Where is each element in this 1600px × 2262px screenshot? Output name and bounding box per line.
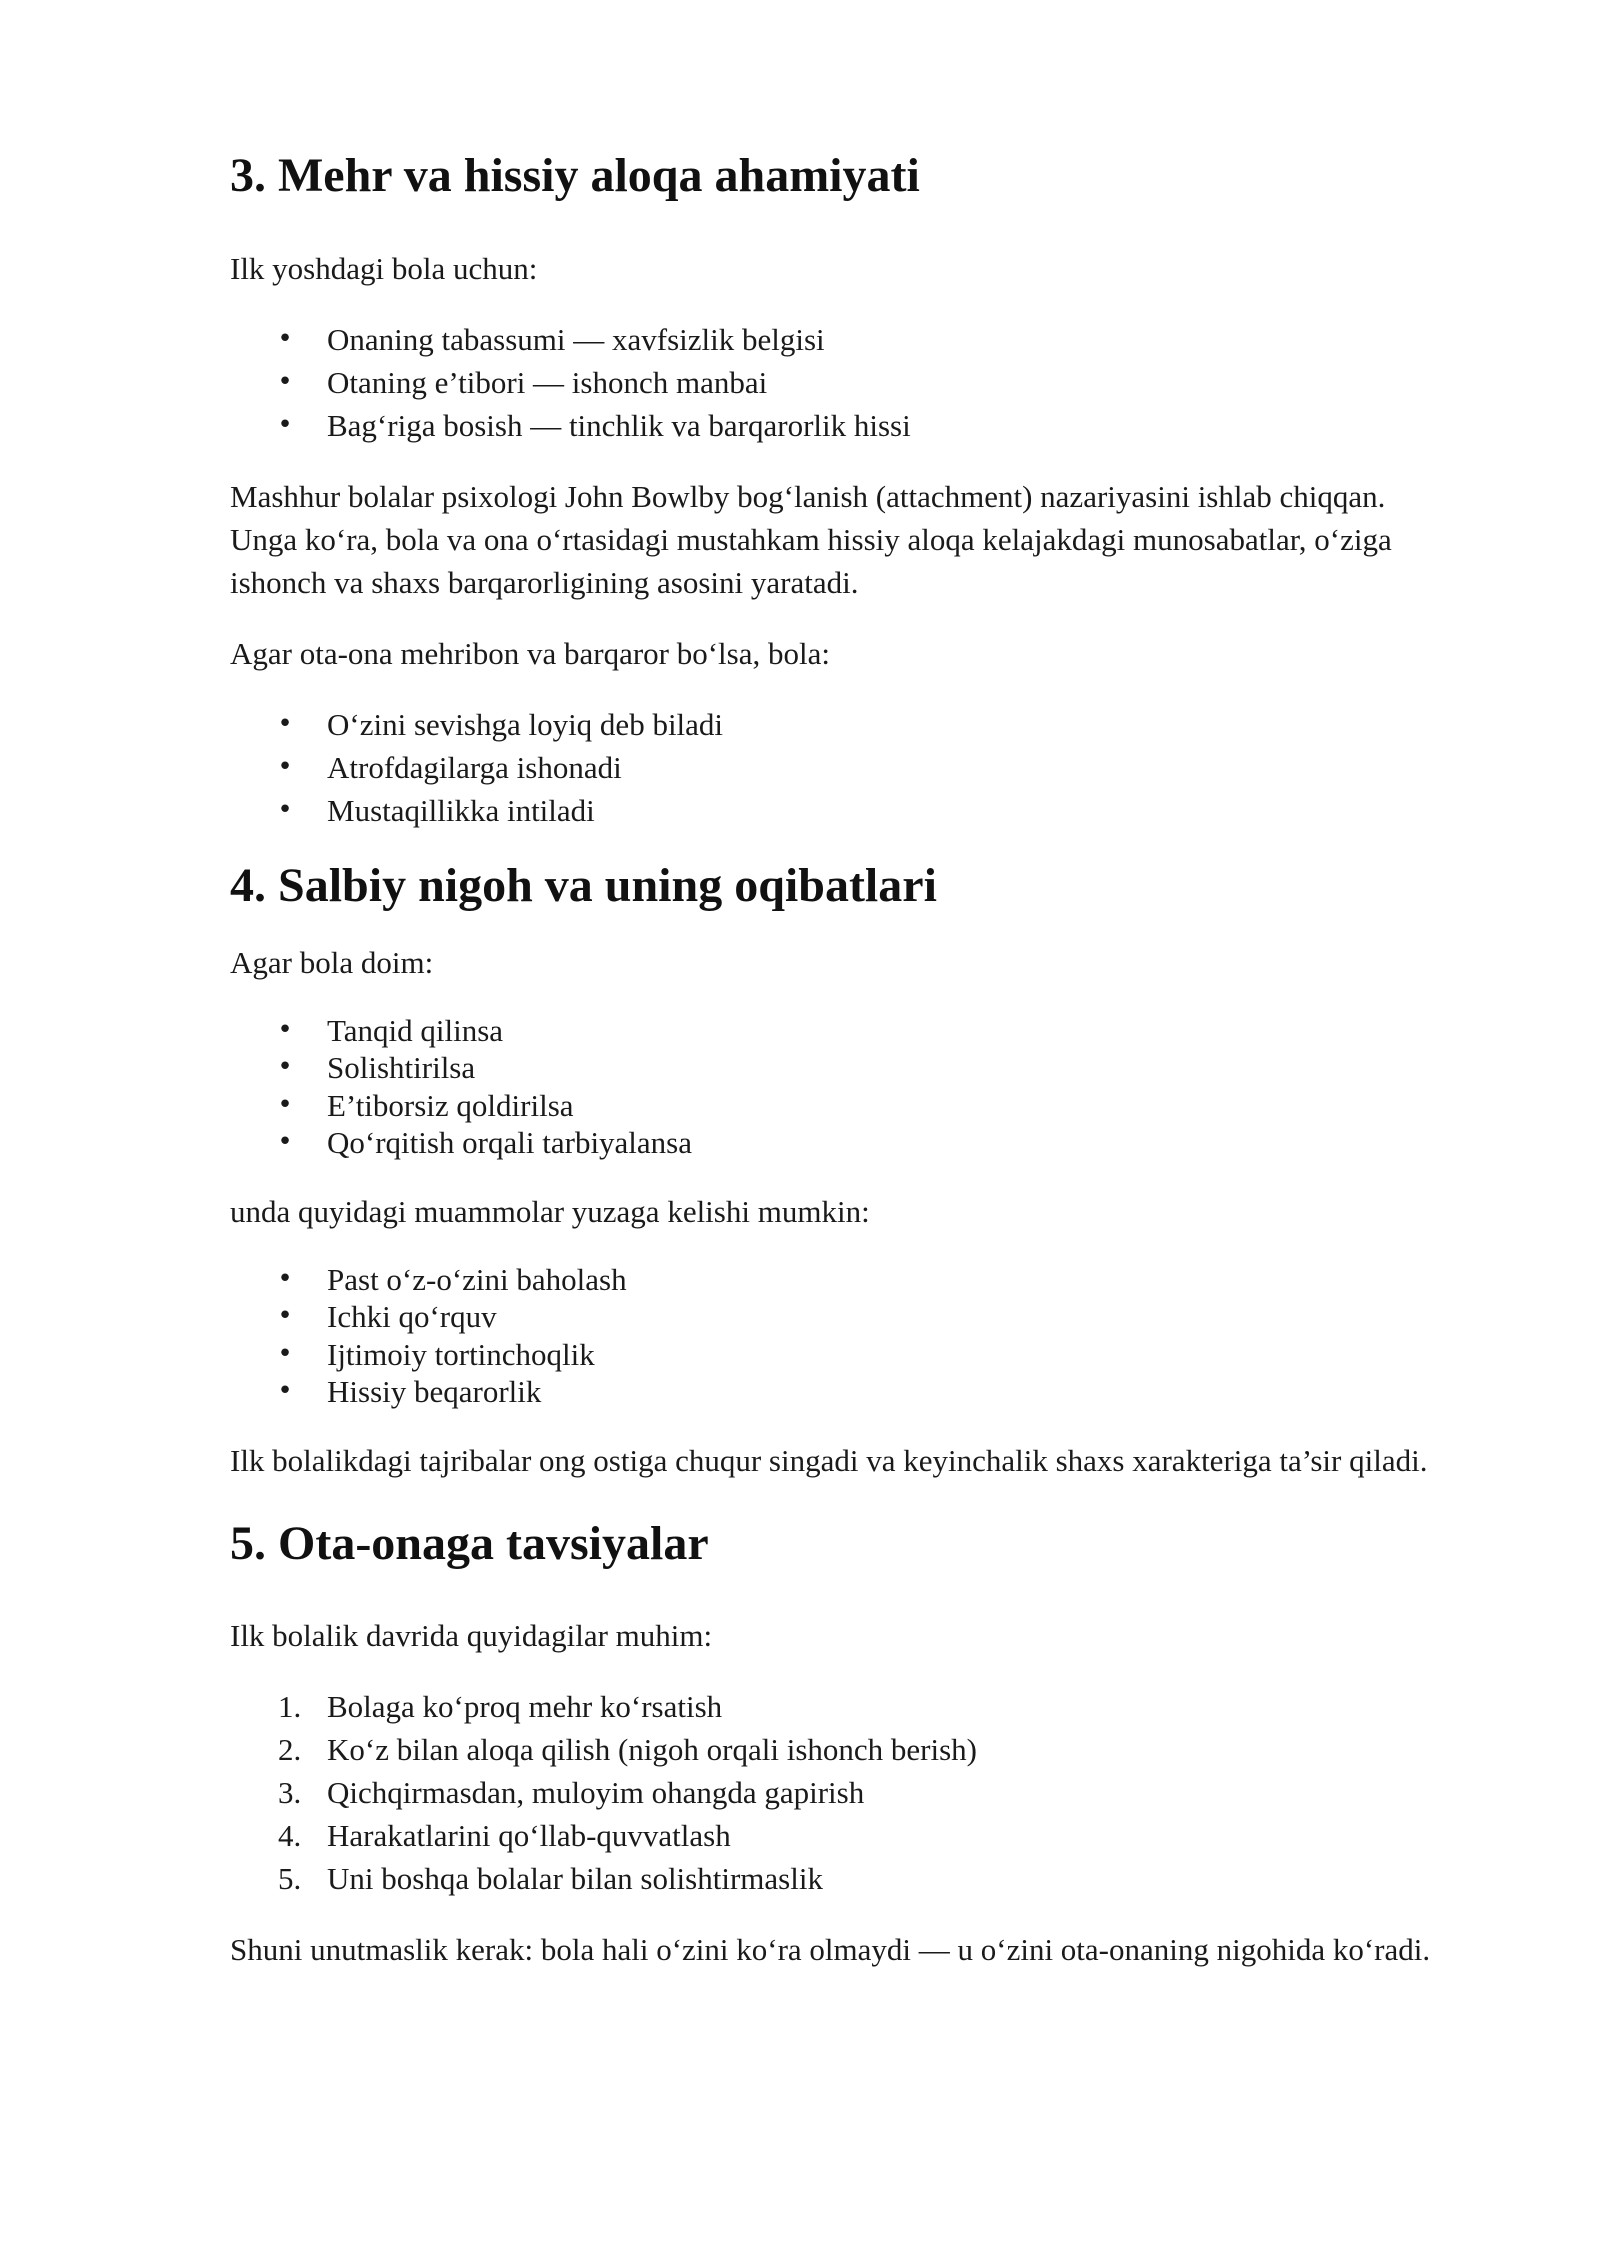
- list-item: [230, 1857, 1490, 1900]
- list-item: [230, 1124, 1490, 1162]
- bullet-marker: •: [277, 1338, 293, 1369]
- list-item-text: E’tiborsiz qoldirilsa: [327, 1087, 574, 1123]
- list-item: [230, 1336, 1490, 1374]
- section-4-conclusion: Ilk bolalikdagi tajribalar ong ostiga chuqur singadi va keyinchalik shaxs xarakteriga ta’sir qiladi.: [230, 1442, 1428, 1478]
- paragraph-line: Unga ko‘ra, bola va ona o‘rtasidagi mustahkam hissiy aloqa kelajakdagi munosabatlar, o‘ziga: [230, 521, 1392, 557]
- list-item-text: Bolaga ko‘proq mehr ko‘rsatish: [327, 1689, 723, 1725]
- list-item-text: Otaning e’tibori — ishonch manbai: [327, 364, 768, 400]
- section-4-heading: 4. Salbiy nigoh va uning oqibatlari: [230, 858, 937, 912]
- section-4-problems-intro: unda quyidagi muammolar yuzaga kelishi mumkin:: [230, 1193, 870, 1229]
- number-marker: 2.: [278, 1732, 302, 1768]
- list-item-text: Atrofdagilarga ishonadi: [327, 749, 622, 785]
- section-4-intro: Agar bola doim:: [230, 944, 434, 980]
- list-item: [230, 703, 1490, 746]
- bullet-marker: •: [277, 794, 293, 825]
- section-3-bullet-list: [230, 318, 1490, 447]
- list-item-text: Qichqirmasdan, muloyim ohangda gapirish: [327, 1775, 865, 1811]
- list-item: [230, 1814, 1490, 1857]
- list-item: [230, 1771, 1490, 1814]
- list-item-text: Ko‘z bilan aloqa qilish (nigoh orqali ishonch berish): [327, 1732, 978, 1768]
- list-item-text: O‘zini sevishga loyiq deb biladi: [327, 706, 724, 742]
- section-3-intro: Ilk yoshdagi bola uchun:: [230, 250, 538, 286]
- section-4-problem-list: [230, 1261, 1490, 1411]
- list-item: [230, 789, 1490, 832]
- section-3-condition: Agar ota-ona mehribon va barqaror bo‘lsa, bola:: [230, 635, 830, 671]
- section-5-recommendation-list: [230, 1685, 1490, 1900]
- paragraph-line: Mashhur bolalar psixologi John Bowlby bog‘lanish (attachment) nazariyasini ishlab chiqqan.: [230, 478, 1386, 514]
- bullet-marker: •: [277, 1301, 293, 1332]
- document-page: [230, 150, 1490, 1971]
- list-item: [230, 746, 1490, 789]
- list-item: [230, 1087, 1490, 1125]
- list-item-text: Mustaqillikka intiladi: [327, 792, 595, 828]
- list-item: [230, 361, 1490, 404]
- list-item-text: Past o‘z-o‘zini baholash: [327, 1261, 627, 1297]
- bullet-marker: •: [277, 1052, 293, 1083]
- paragraph-line: ishonch va shaxs barqarorligining asosini yaratadi.: [230, 564, 859, 600]
- bullet-marker: •: [277, 1376, 293, 1407]
- section-4: [230, 860, 1490, 1482]
- list-item-text: Uni boshqa bolalar bilan solishtirmaslik: [327, 1861, 823, 1897]
- bullet-marker: •: [277, 708, 293, 739]
- section-5-intro: Ilk bolalik davrida quyidagilar muhim:: [230, 1618, 713, 1654]
- list-item-text: Ijtimoiy tortinchoqlik: [327, 1336, 595, 1372]
- list-item-text: Hissiy beqarorlik: [327, 1374, 542, 1410]
- section-3: [230, 150, 1490, 832]
- list-item-text: Onaning tabassumi — xavfsizlik belgisi: [327, 321, 825, 357]
- number-marker: 1.: [278, 1689, 302, 1725]
- section-3-paragraph: [230, 475, 1490, 604]
- bullet-marker: •: [277, 1127, 293, 1158]
- bullet-marker: •: [277, 323, 293, 354]
- list-item: [230, 1373, 1490, 1411]
- bullet-marker: •: [277, 366, 293, 397]
- list-item: [230, 1049, 1490, 1087]
- section-3-outcome-list: [230, 703, 1490, 832]
- section-5-heading: 5. Ota-onaga tavsiyalar: [230, 1516, 709, 1570]
- section-3-heading: 3. Mehr va hissiy aloqa ahamiyati: [230, 149, 920, 202]
- list-item: [230, 318, 1490, 361]
- number-marker: 4.: [278, 1818, 302, 1854]
- bullet-marker: •: [277, 1014, 293, 1045]
- list-item: [230, 1261, 1490, 1299]
- bullet-marker: •: [277, 409, 293, 440]
- list-item: [230, 1685, 1490, 1728]
- section-5: [230, 1518, 1490, 1972]
- list-item-text: Solishtirilsa: [327, 1050, 476, 1086]
- list-item: [230, 1298, 1490, 1336]
- section-4-condition-list: [230, 1012, 1490, 1162]
- list-item: [230, 1012, 1490, 1050]
- bullet-marker: •: [277, 1263, 293, 1294]
- list-item-text: Tanqid qilinsa: [327, 1012, 504, 1048]
- section-5-closing: Shuni unutmaslik kerak: bola hali o‘zini ko‘ra olmaydi — u o‘zini ota-onaning nigohida ko‘radi.: [230, 1932, 1431, 1968]
- number-marker: 3.: [278, 1775, 302, 1811]
- list-item: [230, 404, 1490, 447]
- bullet-marker: •: [277, 1089, 293, 1120]
- number-marker: 5.: [278, 1861, 302, 1897]
- list-item-text: Bag‘riga bosish — tinchlik va barqarorlik hissi: [327, 407, 911, 443]
- bullet-marker: •: [277, 751, 293, 782]
- list-item: [230, 1728, 1490, 1771]
- list-item-text: Harakatlarini qo‘llab-quvvatlash: [327, 1818, 731, 1854]
- list-item-text: Ichki qo‘rquv: [327, 1299, 497, 1335]
- list-item-text: Qo‘rqitish orqali tarbiyalansa: [327, 1125, 693, 1161]
